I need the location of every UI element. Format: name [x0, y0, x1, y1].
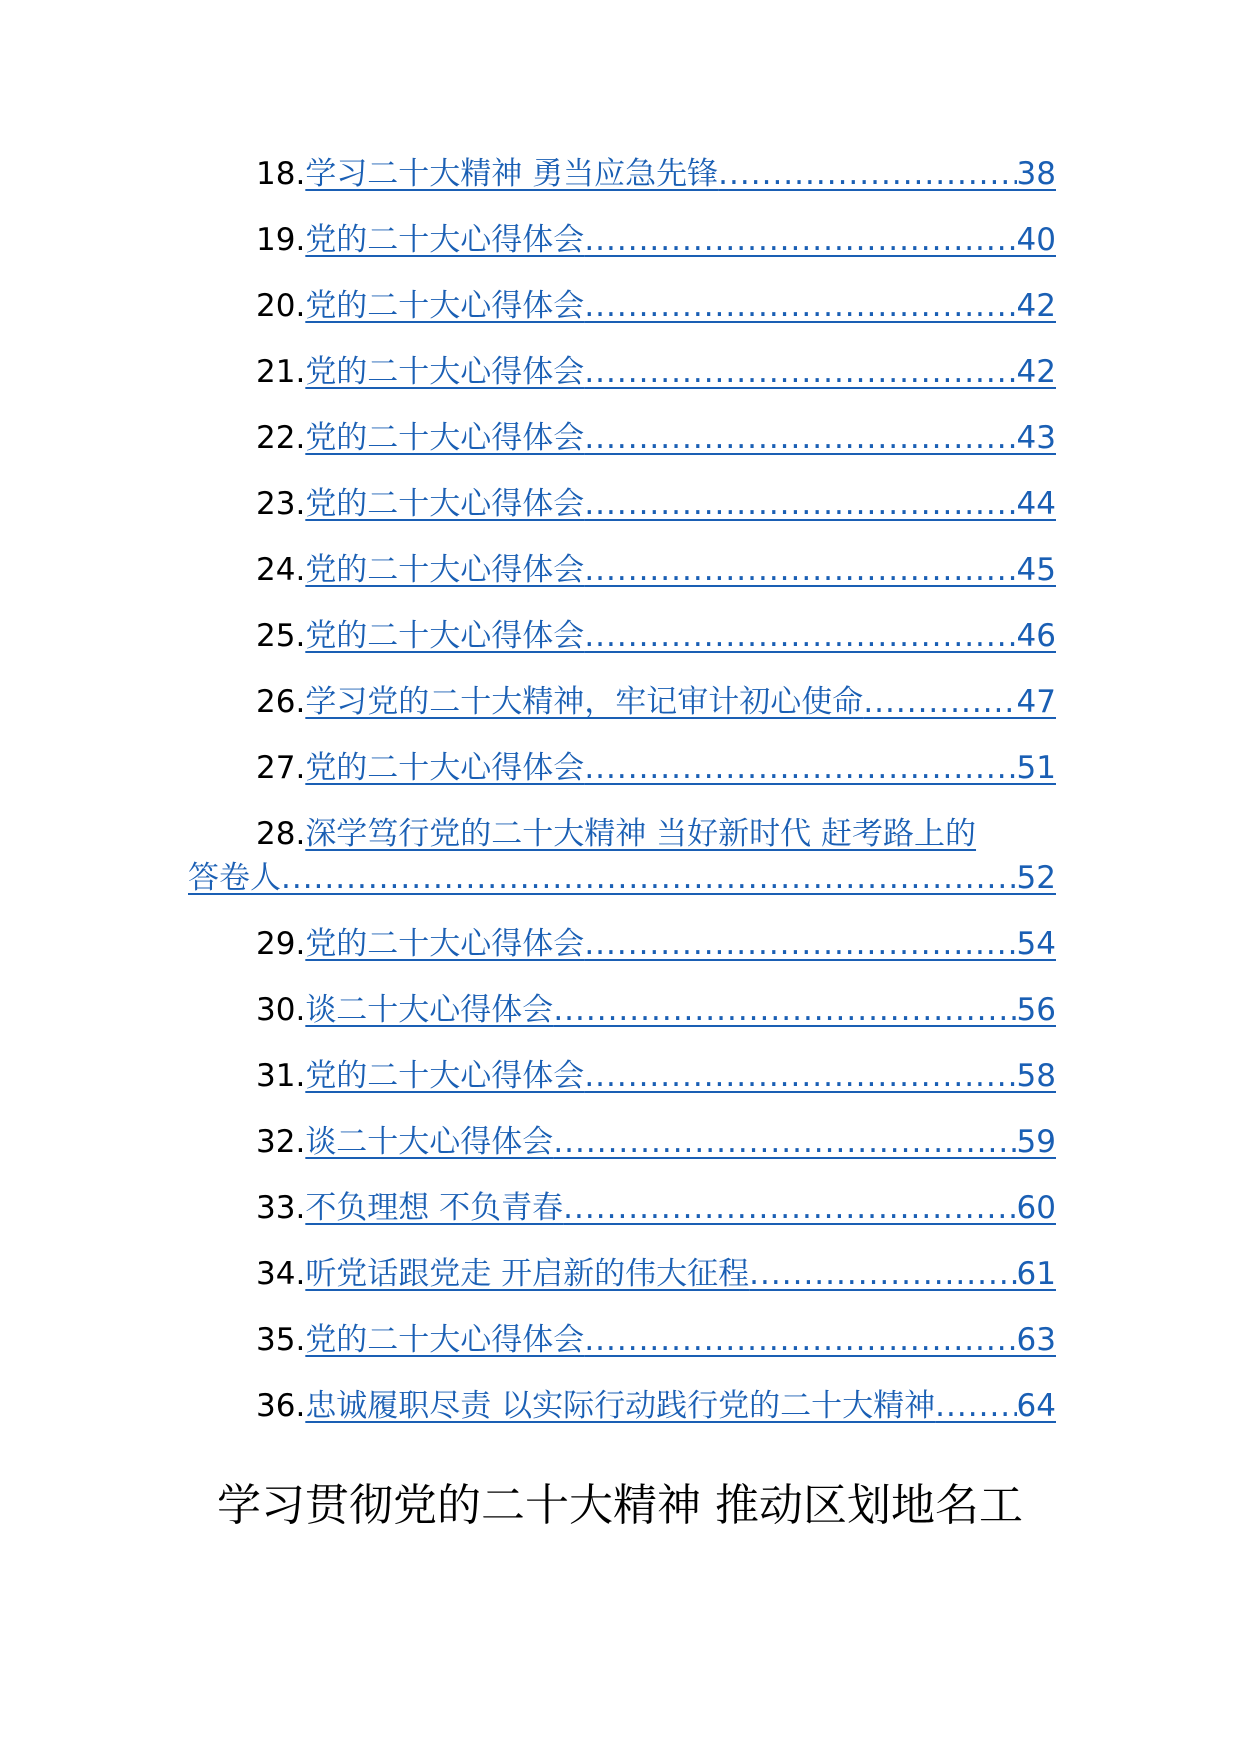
toc-link-title[interactable]: 党的二十大心得体会: [305, 552, 585, 588]
toc-number: 24.: [256, 552, 306, 588]
toc-entry[interactable]: [188, 614, 1056, 658]
toc-link-title[interactable]: 学习二十大精神 勇当应急先锋: [305, 156, 719, 192]
toc-entry[interactable]: [188, 350, 1056, 394]
toc-number: 26.: [256, 684, 306, 720]
toc-number: 34.: [256, 1256, 306, 1292]
toc-line: [188, 614, 1056, 658]
toc-link-title[interactable]: 党的二十大心得体会: [305, 222, 585, 258]
toc-entry[interactable]: [188, 152, 1056, 196]
toc-link-title[interactable]: 党的二十大心得体会: [305, 288, 585, 324]
toc-page-number[interactable]: 58: [1016, 1058, 1056, 1094]
toc-number: 20.: [256, 288, 306, 324]
toc-link-title[interactable]: 党的二十大心得体会: [305, 1322, 585, 1358]
toc-line: [188, 1120, 1056, 1164]
toc-dot-leader[interactable]: [584, 922, 1016, 966]
toc-number: 30.: [256, 992, 306, 1028]
toc-line: [188, 812, 1056, 856]
toc-entry[interactable]: [188, 1120, 1056, 1164]
toc-entry[interactable]: [188, 1252, 1056, 1296]
toc-dot-leader[interactable]: [935, 1384, 1016, 1428]
toc-line: [188, 416, 1056, 460]
toc-link-title[interactable]: 党的二十大心得体会: [305, 486, 585, 522]
toc-link-title[interactable]: 党的二十大心得体会: [305, 420, 585, 456]
toc-page-number[interactable]: 51: [1016, 750, 1056, 786]
toc-page-number[interactable]: 59: [1016, 1124, 1056, 1160]
toc-dot-leader[interactable]: [749, 1252, 1016, 1296]
toc-number: 32.: [256, 1124, 306, 1160]
toc-entry[interactable]: [188, 218, 1056, 262]
toc-number: 18.: [256, 156, 306, 192]
toc-dot-leader[interactable]: [553, 1120, 1016, 1164]
toc-dot-leader[interactable]: [584, 284, 1016, 328]
toc-link-title[interactable]: 党的二十大心得体会: [305, 1058, 585, 1094]
toc-page-number[interactable]: 63: [1016, 1322, 1056, 1358]
toc-link-title[interactable]: 党的二十大心得体会: [305, 618, 585, 654]
toc-number: 29.: [256, 926, 306, 962]
toc-line: [188, 482, 1056, 526]
toc-page-number[interactable]: 44: [1016, 486, 1056, 522]
toc-page-number[interactable]: 38: [1016, 156, 1056, 192]
toc-line: [188, 284, 1056, 328]
toc-number: 27.: [256, 750, 306, 786]
toc-number: 36.: [256, 1388, 306, 1424]
toc-line: [188, 1384, 1056, 1428]
toc-page-number[interactable]: 42: [1016, 354, 1056, 390]
toc-line: [188, 1252, 1056, 1296]
toc-line: [188, 988, 1056, 1032]
toc-link-title[interactable]: 党的二十大心得体会: [305, 750, 585, 786]
toc-line: [188, 922, 1056, 966]
toc-dot-leader[interactable]: [584, 350, 1016, 394]
toc-entry[interactable]: [188, 812, 1056, 900]
toc-link-title[interactable]: 谈二十大心得体会: [305, 1124, 554, 1160]
toc-link-title[interactable]: 忠诚履职尽责 以实际行动践行党的二十大精神: [305, 1388, 936, 1424]
toc-entry[interactable]: [188, 1384, 1056, 1428]
toc-number: 22.: [256, 420, 306, 456]
toc-number: 25.: [256, 618, 306, 654]
toc-line: [188, 1318, 1056, 1362]
toc-page-number[interactable]: 46: [1016, 618, 1056, 654]
toc-line-continued: [188, 856, 1056, 900]
toc-number: 21.: [256, 354, 306, 390]
toc-dot-leader[interactable]: [584, 1318, 1016, 1362]
toc-dot-leader[interactable]: [863, 680, 1016, 724]
toc-entry[interactable]: [188, 922, 1056, 966]
toc-number: 28.: [256, 816, 306, 852]
toc-page-number[interactable]: 64: [1016, 1388, 1056, 1424]
toc-page-number[interactable]: 52: [1016, 860, 1056, 896]
toc-page-number[interactable]: 40: [1016, 222, 1056, 258]
toc-number: 31.: [256, 1058, 306, 1094]
toc-link-title[interactable]: 听党话跟党走 开启新的伟大征程: [305, 1256, 750, 1292]
toc-line: [188, 746, 1056, 790]
toc-entry[interactable]: [188, 548, 1056, 592]
toc-dot-leader[interactable]: [584, 1054, 1016, 1098]
toc-dot-leader[interactable]: [553, 988, 1016, 1032]
toc-dot-leader[interactable]: [563, 1186, 1016, 1230]
toc-entry[interactable]: [188, 988, 1056, 1032]
toc-number: 19.: [256, 222, 306, 258]
toc-dot-leader[interactable]: [584, 614, 1016, 658]
toc-number: 35.: [256, 1322, 306, 1358]
toc-entry[interactable]: [188, 1054, 1056, 1098]
table-of-contents: [188, 152, 1056, 1450]
toc-line: [188, 152, 1056, 196]
toc-dot-leader[interactable]: [584, 746, 1016, 790]
toc-line: [188, 1054, 1056, 1098]
toc-page-number[interactable]: 45: [1016, 552, 1056, 588]
toc-page-number[interactable]: 54: [1016, 926, 1056, 962]
toc-page-number[interactable]: 47: [1016, 684, 1056, 720]
toc-link-title[interactable]: 党的二十大心得体会: [305, 354, 585, 390]
toc-page-number[interactable]: 60: [1016, 1190, 1056, 1226]
toc-line: [188, 680, 1056, 724]
toc-page-number[interactable]: 43: [1016, 420, 1056, 456]
toc-link-title[interactable]: 党的二十大心得体会: [305, 926, 585, 962]
toc-entry[interactable]: [188, 482, 1056, 526]
toc-dot-leader[interactable]: [584, 416, 1016, 460]
toc-entry[interactable]: [188, 1186, 1056, 1230]
toc-entry[interactable]: [188, 746, 1056, 790]
toc-link-title-continued[interactable]: 答卷人: [188, 860, 281, 896]
toc-page-number[interactable]: 61: [1016, 1256, 1056, 1292]
toc-link-title[interactable]: 学习党的二十大精神，牢记审计初心使命: [305, 684, 864, 720]
toc-dot-leader[interactable]: [584, 482, 1016, 526]
toc-entry[interactable]: [188, 416, 1056, 460]
section-heading: 学习贯彻党的二十大精神 推动区划地名工: [217, 1480, 1023, 1531]
toc-line: [188, 350, 1056, 394]
toc-link-title[interactable]: 谈二十大心得体会: [305, 992, 554, 1028]
toc-line: [188, 1186, 1056, 1230]
toc-entry[interactable]: [188, 680, 1056, 724]
toc-dot-leader[interactable]: [281, 856, 1017, 900]
toc-link-title[interactable]: 深学笃行党的二十大精神 当好新时代 赶考路上的: [305, 816, 977, 852]
toc-page-number[interactable]: 56: [1016, 992, 1056, 1028]
toc-number: 23.: [256, 486, 306, 522]
toc-number: 33.: [256, 1190, 306, 1226]
toc-dot-leader[interactable]: [584, 218, 1016, 262]
toc-dot-leader[interactable]: [584, 548, 1016, 592]
toc-line: [188, 548, 1056, 592]
toc-dot-leader[interactable]: [718, 152, 1016, 196]
toc-line: [188, 218, 1056, 262]
toc-page-number[interactable]: 42: [1016, 288, 1056, 324]
toc-entry[interactable]: [188, 284, 1056, 328]
toc-entry[interactable]: [188, 1318, 1056, 1362]
toc-link-title[interactable]: 不负理想 不负青春: [305, 1190, 564, 1226]
